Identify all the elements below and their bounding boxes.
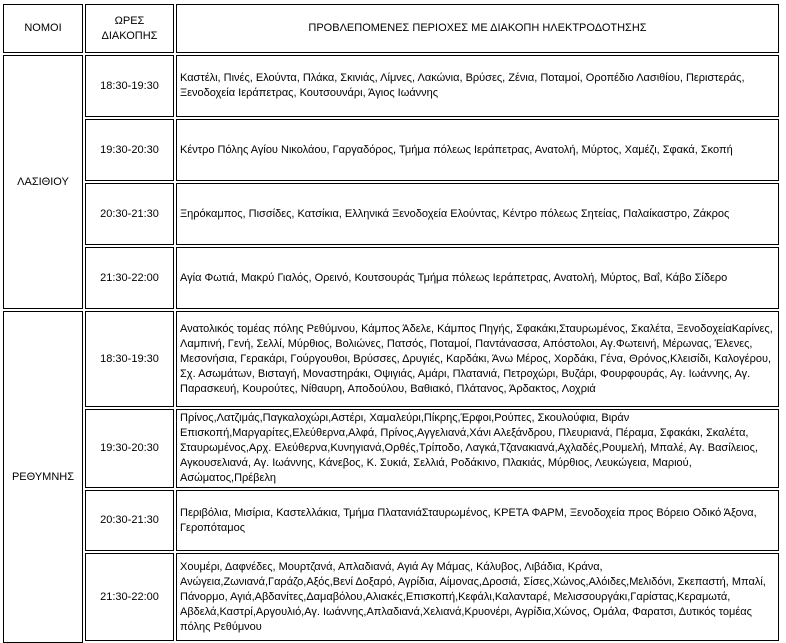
hours-label: 21:30-22:00: [100, 590, 159, 603]
hours-cell: [85, 247, 174, 309]
areas-text: Περιβόλια, Μισίρια, Καστελλάκια, Τμήμα ΠλατανιάΣταυρωμένος, ΚΡΕΤΑ ΦΑΡΜ, Ξενοδοχεία προς Βόρειο Οδικό Άξονα, Γεροπόταμος: [180, 506, 757, 534]
prefecture-label: ΡΕΘΥΜΝΗΣ: [11, 470, 75, 483]
areas-cell: [176, 553, 779, 641]
hours-label: 21:30-22:00: [100, 271, 159, 284]
areas-cell: [176, 119, 779, 181]
areas-text: Καστέλι, Πινές, Ελούντα, Πλάκα, Σκινιάς, Λίμνες, Λακώνια, Βρύσες, Ζένια, Ποταμοί, Οροπέδιο Λασιθίου, Περιστεράς, Ξενοδοχεία Ιεράπετρας, Κουτσουνάρι, Άγιος Ιωάννης: [180, 72, 745, 99]
hours-label: 19:30-20:30: [100, 143, 159, 156]
header-hours: [85, 4, 174, 53]
areas-cell: [176, 311, 779, 407]
hours-cell: [85, 119, 174, 181]
areas-text: Χουμέρι, Δαφνέδες, Μουρτζανά, Απλαδιανά, Αγιά Αγ Μάμας, Κάλυβος, Λιβάδια, Κράνα, Ανώγεια,Ζωνιανά,Γαράζο,Αξός,Βενί Δοξαρό, Αγρίδια, Αίμονας,Δροσιά, Σίσες,Χώνος,Αλόιδες,Μελιδόνι, Σκεπαστή, Μπαλί, Πάνορμο, Αγιά,Αβδανίτες,Δαμαβόλου,Αλιακές,Επισκοπή,Κεφάλι,Καλανταρέ, Μελισσουργάκι,Γαρίστας,Κεραμωτά, Αβδελά,Καστρί,Αργουλιό,Αγ. Ιωάννης,Απλαδιανά,Χελιανά,Κρυονέρι, Αγρίδια,Χώνος, Ομάλα, Φαρατσι, Δυτικός τομέας πόλης Ρεθύμνου: [180, 560, 766, 633]
header-prefecture: [3, 4, 83, 53]
areas-text: Ανατολικός τομέας πόλης Ρεθύμνου, Κάμπος Άδελε, Κάμπος Πηγής, Σφακάκι,Σταυρωμένος, Σκαλέτα, ΞενοδοχείαΚαρίνες, Λαμπινή, Γενή, Σελλί, Μύρθιος, Βολιώνες, Πατσός, Ποταμοί, Παντάνασσα, Απόστολοι, Αγ.Φωτεινή, Μέρωνας, Έλενες, Μεσονήσια, Γερακάρι, Γούργουθοι, Βρύσσες, Δρυγιές, Καρδάκι, Άνω Μέρος, Χορδάκι, Γένα, Θρόνος,Κλεισίδι, Καλογέρου, Σχ. Ασωμάτων, Βισταγή, Μοναστηράκι, Οψιγιάς, Αμάρι, Πλατανιά, Πετροχώρι, Βυζάρι, Φουρφουράς, Αγ. Ιωάννης, Αγ. Παρασκευή, Κουρούτες, Νίθαυρη, Αποδούλου, Βαθιακό, Πλάτανος, Άρδακτος, Λοχριά: [180, 322, 773, 395]
areas-cell: [176, 247, 779, 309]
hours-cell: [85, 490, 174, 551]
prefecture-label: ΛΑΣΙΘΙΟΥ: [17, 175, 69, 188]
hours-label: 18:30-19:30: [100, 352, 159, 365]
areas-text: Ξηρόκαμπος, Πισσίδες, Κατσίκια, Ελληνικά Ξενοδοχεία Ελούντας, Κέντρο πόλεως Σητείας, Παλαίκαστρο, Ζάκρος: [180, 207, 730, 220]
header-prefecture-label: ΝΟΜΟΙ: [24, 22, 62, 34]
areas-text: Κέντρο Πόλης Αγίου Νικολάου, Γαργαδόρος, Τμήμα πόλεως Ιεράπετρας, Ανατολή, Μύρτος, Χαμέζι, Σφακά, Σκοπή: [180, 143, 733, 156]
hours-cell: [85, 409, 174, 488]
areas-cell: [176, 55, 779, 117]
hours-cell: [85, 183, 174, 245]
hours-label: 19:30-20:30: [100, 442, 159, 454]
hours-label: 20:30-21:30: [100, 514, 159, 526]
header-hours-line1: ΩΡΕΣ: [114, 14, 145, 27]
areas-text: Αγία Φωτιά, Μακρύ Γιαλός, Ορεινό, Κουτσουράς Τμήμα πόλεως Ιεράπετρας, Ανατολή, Μύρτος, Βαΐ, Κάβο Σίδερο: [180, 271, 728, 284]
hours-cell: [85, 55, 174, 117]
areas-cell: [176, 490, 779, 551]
hours-cell: [85, 553, 174, 641]
prefecture-cell-lasithi: [3, 55, 83, 309]
header-hours-line2: ΔΙΑΚΟΠΗΣ: [101, 29, 158, 42]
hours-label: 18:30-19:30: [100, 79, 159, 92]
areas-text: Πρίνος,Λατζιμάς,Παγκαλοχώρι,Αστέρι, Χαμαλεύρι,Πίκρης,Έρφοι,Ρούπες, Σκουλούφια, Βιράν Επισκοπή,Μαργαρίτες,Ελεύθερνα,Αλφά, Πρίνος,Αγγελιανά,Χάνι Αλεξάνδρου, Πλευριανά, Πέραμα, Σφακάκι, Σκαλέτα, Σταυρωμένος,Αρχ. Ελεύθερνα,Κυνηγιανά,Ορθές,Τρίποδο, Λαγκά,Τζανακιανά,Αχλαδές,Ρουμελή, Μπαλέ, Αγ. Βασίλειος, Αγκουσελιανά, Αγ. Ιωάννης, Κάνεβος, Κ. Συκιά, Σελλιά, Ροδάκινο, Πλακιάς, Μύρθιος, Λευκώγεια, Μαριού, Ασώματος,Πρέβελη: [180, 412, 758, 484]
hours-label: 20:30-21:30: [100, 207, 159, 220]
prefecture-cell-rethymno: [3, 311, 83, 643]
hours-cell: [85, 311, 174, 407]
areas-cell: [176, 183, 779, 245]
areas-cell: [176, 409, 779, 488]
header-areas-label: ΠΡΟΒΛΕΠΟΜΕΝΕΣ ΠΕΡΙΟΧΕΣ ΜΕ ΔΙΑΚΟΠΗ ΗΛΕΚΤΡΟΔΟΤΗΣΗΣ: [308, 22, 647, 34]
header-areas: [176, 4, 779, 53]
